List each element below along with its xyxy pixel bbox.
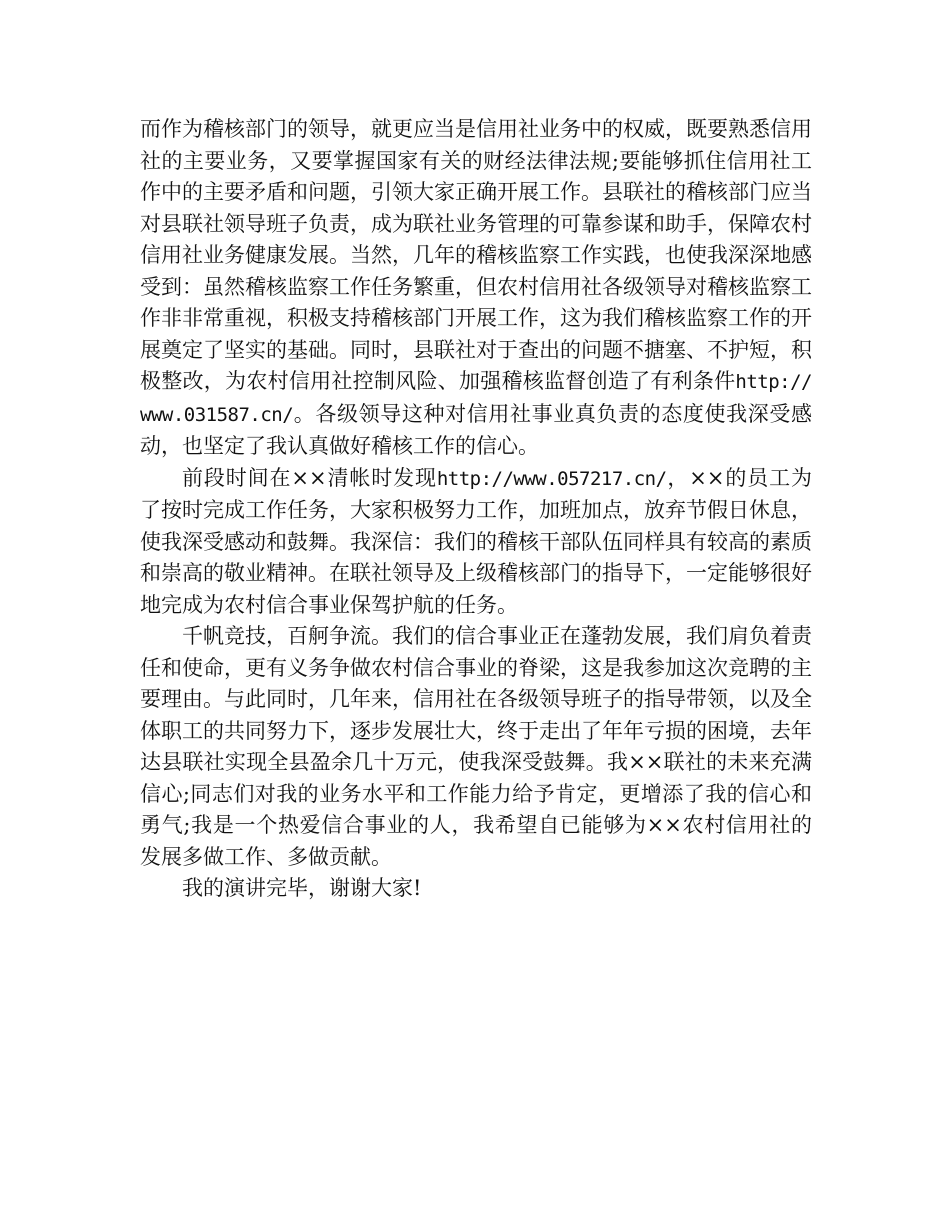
paragraph-2-text-a: 前段时间在××清帐时发现 (182, 465, 437, 490)
paragraph-1-text-b: 。各级领导这种对信用社事业真负责的态度使我深受感动，也坚定了我认真做好稽核工作的信心。 (140, 401, 812, 458)
paragraph-1-url: http://www.031587.cn/ (140, 371, 812, 426)
paragraph-2 (140, 463, 812, 622)
paragraph-2-text-b: ，××的员工为了按时完成工作任务，大家积极努力工作，加班加点，放弃节假日休息，使我深受感动和鼓舞。我深信：我们的稽核干部队伍同样具有较高的素质和崇高的敬业精神。在联社领导及上级稽核部门的指导下，一定能够很好地完成为农村信合事业保驾护航的任务。 (140, 465, 812, 617)
document-body (140, 114, 812, 905)
paragraph-1-text-a: 而作为稽核部门的领导，就更应当是信用社业务中的权威，既要熟悉信用社的主要业务，又要掌握国家有关的财经法律法规;要能够抓住信用社工作中的主要矛盾和问题，引领大家正确开展工作。县联社的稽核部门应当对县联社领导班子负责，成为联社业务管理的可靠参谋和助手，保障农村信用社业务健康发展。当然，几年的稽核监察工作实践，也使我深深地感受到：虽然稽核监察工作任务繁重，但农村信用社各级领导对稽核监察工作非非常重视，积极支持稽核部门开展工作，这为我们稽核监察工作的开展奠定了坚实的基础。同时，县联社对于查出的问题不搪塞、不护短，积极整改，为农村信用社控制风险、加强稽核监督创造了有利条件 (140, 117, 812, 393)
closing-paragraph: 我的演讲完毕，谢谢大家! (182, 876, 422, 900)
paragraph-3: 千帆竞技，百舸争流。我们的信合事业正在蓬勃发展，我们肩负着责任和使命，更有义务争做农村信合事业的脊梁，这是我参加这次竞聘的主要理由。与此同时，几年来，信用社在各级领导班子的指导带领，以及全体职工的共同努力下，逐步发展壮大，终于走出了年年亏损的困境，去年达县联社实现全县盈余几十万元，使我深受鼓舞。我××联社的未来充满信心;同志们对我的业务水平和工作能力给予肯定，更增添了我的信心和勇气;我是一个热爱信合事业的人，我希望自已能够为××农村信用社的发展多做工作、多做贡献。 (140, 624, 812, 869)
paragraph-1 (140, 114, 812, 463)
paragraph-2-url: http://www.057217.cn/ (436, 467, 667, 490)
